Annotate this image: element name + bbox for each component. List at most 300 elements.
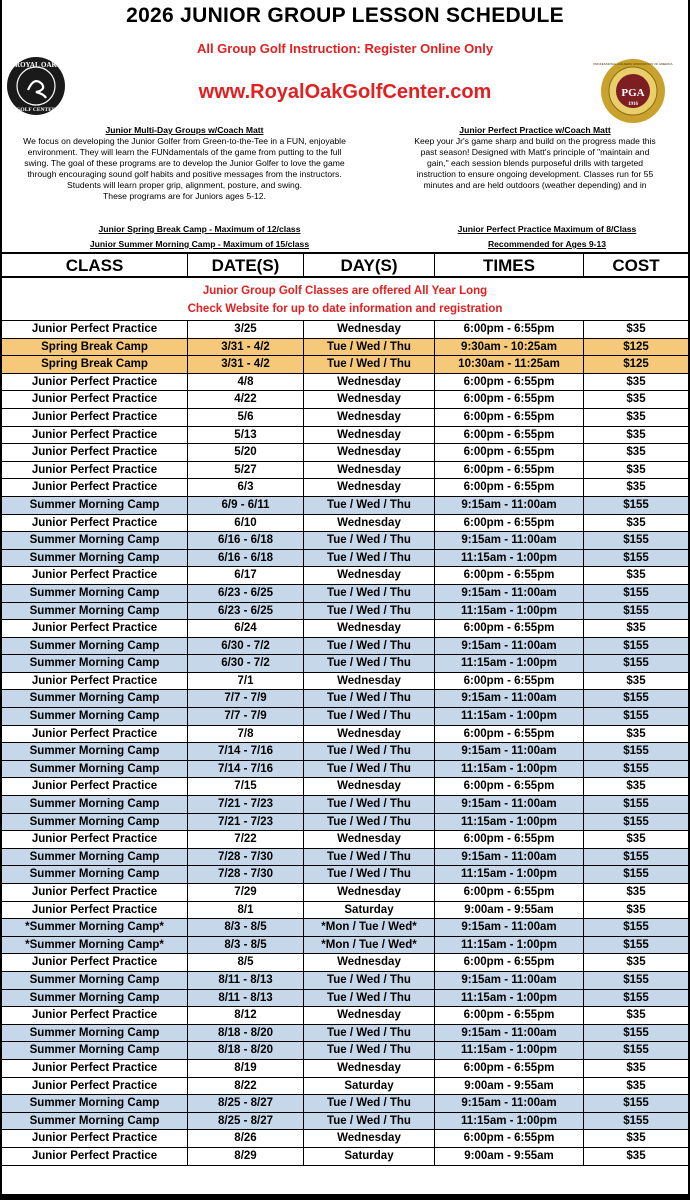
- cell-days: Tue / Wed / Thu: [304, 866, 435, 883]
- table-row: [2, 866, 688, 884]
- cell-days: Tue / Wed / Thu: [304, 1095, 435, 1112]
- cell-times: 11:15am - 1:00pm: [435, 990, 584, 1007]
- cell-times: 6:00pm - 6:55pm: [435, 479, 584, 496]
- cell-cost: $35: [626, 516, 646, 529]
- info-line: swing. The goal of these programs are to develop the Junior Golfer to love the game: [24, 158, 345, 168]
- cell-class: Junior Perfect Practice: [2, 567, 188, 584]
- cell-days: Wednesday: [304, 479, 435, 496]
- cell-cost: $155: [623, 1026, 649, 1039]
- cell-cost: $35: [626, 674, 646, 687]
- cell-days: Wednesday: [304, 726, 435, 743]
- cell-dates: 7/22: [188, 831, 304, 848]
- cell-times: 6:00pm - 6:55pm: [435, 567, 584, 584]
- cell-times: 6:00pm - 6:55pm: [435, 391, 584, 408]
- table-row: [2, 427, 688, 445]
- cell-class: Summer Morning Camp: [2, 743, 188, 760]
- cell-dates: 7/1: [188, 673, 304, 690]
- cell-dates: 7/7 - 7/9: [188, 708, 304, 725]
- cell-class: Junior Perfect Practice: [2, 673, 188, 690]
- table-row: [2, 638, 688, 656]
- cell-dates: 8/29: [188, 1148, 304, 1165]
- cell-days: Saturday: [304, 902, 435, 919]
- cell-class: Summer Morning Camp: [2, 1025, 188, 1042]
- cell-times: 11:15am - 1:00pm: [435, 761, 584, 778]
- cell-cost: $35: [626, 1009, 646, 1022]
- cell-cost: $125: [623, 340, 649, 353]
- table-row: [2, 1113, 688, 1131]
- table-row: [2, 497, 688, 515]
- info-line: Keep your Jr's game sharp and build on the progress made this: [414, 136, 656, 146]
- cell-days: Tue / Wed / Thu: [304, 690, 435, 707]
- table-row: [2, 954, 688, 972]
- cell-cost: $155: [623, 551, 649, 564]
- cell-days: Wednesday: [304, 1060, 435, 1077]
- cell-class: Summer Morning Camp: [2, 638, 188, 655]
- table-row: [2, 479, 688, 497]
- cell-dates: 6/23 - 6/25: [188, 603, 304, 620]
- cell-class: Spring Break Camp: [2, 339, 188, 356]
- info-line: instruction to ensure ongoing development. Classes run for 55: [416, 169, 654, 179]
- cell-class: Summer Morning Camp: [2, 603, 188, 620]
- cell-days: Wednesday: [304, 444, 435, 461]
- cell-days: Wednesday: [304, 462, 435, 479]
- cell-dates: 3/31 - 4/2: [188, 339, 304, 356]
- cell-times: 11:15am - 1:00pm: [435, 1042, 584, 1059]
- cell-times: 9:15am - 11:00am: [435, 743, 584, 760]
- table-row: [2, 902, 688, 920]
- cell-class: Junior Perfect Practice: [2, 1007, 188, 1024]
- logo-left-text-top: ROYAL OAK: [15, 61, 57, 69]
- cell-days: Saturday: [304, 1148, 435, 1165]
- cell-days: Tue / Wed / Thu: [304, 743, 435, 760]
- cell-cost: $35: [626, 463, 646, 476]
- cell-class: Summer Morning Camp: [2, 990, 188, 1007]
- table-row: [2, 515, 688, 533]
- table-row: [2, 321, 688, 339]
- cell-days: Wednesday: [304, 954, 435, 971]
- cell-class: Summer Morning Camp: [2, 761, 188, 778]
- cell-class: Summer Morning Camp: [2, 690, 188, 707]
- cell-days: Tue / Wed / Thu: [304, 655, 435, 672]
- cell-cost: $35: [626, 569, 646, 582]
- cell-dates: 8/18 - 8/20: [188, 1042, 304, 1059]
- cell-dates: 8/12: [188, 1007, 304, 1024]
- cell-times: 6:00pm - 6:55pm: [435, 374, 584, 391]
- cell-class: Summer Morning Camp: [2, 814, 188, 831]
- cell-class: Summer Morning Camp: [2, 708, 188, 725]
- perfect-practice-heading: Junior Perfect Practice w/Coach Matt: [459, 125, 611, 135]
- cell-times: 9:15am - 11:00am: [435, 972, 584, 989]
- cell-dates: 3/25: [188, 321, 304, 338]
- table-row: [2, 919, 688, 937]
- cell-days: Tue / Wed / Thu: [304, 356, 435, 373]
- table-row: [2, 462, 688, 480]
- cell-cost: $125: [623, 358, 649, 371]
- multi-day-groups-info: [12, 125, 357, 202]
- cell-class: Junior Perfect Practice: [2, 831, 188, 848]
- cell-cost: $35: [626, 780, 646, 793]
- perfect-practice-ages: Recommended for Ages 9-13: [487, 239, 607, 249]
- cell-days: Tue / Wed / Thu: [304, 1113, 435, 1130]
- pga-logo: [593, 58, 673, 124]
- table-row: [2, 884, 688, 902]
- cell-times: 11:15am - 1:00pm: [435, 866, 584, 883]
- pga-logo-ring-text: PROFESSIONAL GOLFERS' ASSOCIATION OF AMERICA: [593, 62, 673, 66]
- cell-times: 11:15am - 1:00pm: [435, 550, 584, 567]
- table-row: [2, 1060, 688, 1078]
- cell-dates: 5/20: [188, 444, 304, 461]
- cell-cost: $155: [623, 815, 649, 828]
- cell-dates: 8/25 - 8/27: [188, 1095, 304, 1112]
- cell-dates: 6/16 - 6/18: [188, 532, 304, 549]
- cell-days: Tue / Wed / Thu: [304, 532, 435, 549]
- summer-camp-max: Junior Summer Morning Camp - Maximum of 15/class: [89, 239, 310, 249]
- table-row: [2, 339, 688, 357]
- table-row: [2, 532, 688, 550]
- cell-dates: 8/11 - 8/13: [188, 972, 304, 989]
- table-row: [2, 1042, 688, 1060]
- cell-cost: $35: [626, 833, 646, 846]
- cell-class: Junior Perfect Practice: [2, 1130, 188, 1147]
- cell-times: 9:15am - 11:00am: [435, 585, 584, 602]
- cell-times: 6:00pm - 6:55pm: [435, 831, 584, 848]
- pga-logo-letters: PGA: [621, 87, 645, 99]
- cell-class: Junior Perfect Practice: [2, 954, 188, 971]
- cell-times: 9:30am - 10:25am: [435, 339, 584, 356]
- cell-dates: 5/13: [188, 427, 304, 444]
- cell-class: Junior Perfect Practice: [2, 778, 188, 795]
- cell-class: Spring Break Camp: [2, 356, 188, 373]
- table-row: [2, 761, 688, 779]
- info-line: past season! Designed with Matt's principle of "maintain and: [420, 147, 650, 157]
- cell-dates: 7/28 - 7/30: [188, 849, 304, 866]
- cell-cost: $155: [623, 991, 649, 1004]
- cell-cost: $155: [623, 710, 649, 723]
- cell-dates: 8/3 - 8/5: [188, 937, 304, 954]
- cell-class: Summer Morning Camp: [2, 655, 188, 672]
- cell-class: Junior Perfect Practice: [2, 444, 188, 461]
- cell-times: 6:00pm - 6:55pm: [435, 620, 584, 637]
- info-line: environment. They will learn the FUNdamentals of the game from putting to the full: [27, 147, 342, 157]
- cell-cost: $155: [623, 973, 649, 986]
- cell-dates: 6/16 - 6/18: [188, 550, 304, 567]
- table-row: [2, 972, 688, 990]
- table-row: [2, 673, 688, 691]
- cell-cost: $35: [626, 886, 646, 898]
- cell-dates: 6/17: [188, 567, 304, 584]
- cell-times: 9:15am - 11:00am: [435, 638, 584, 655]
- table-row: [2, 990, 688, 1008]
- cell-dates: 8/18 - 8/20: [188, 1025, 304, 1042]
- cell-cost: $155: [623, 657, 649, 670]
- cell-dates: 8/1: [188, 902, 304, 919]
- cell-dates: 4/22: [188, 391, 304, 408]
- cell-times: 9:15am - 11:00am: [435, 690, 584, 707]
- info-line: Students will learn proper grip, alignment, posture, and swing.: [66, 180, 303, 190]
- cell-class: Summer Morning Camp: [2, 585, 188, 602]
- table-row: [2, 374, 688, 392]
- cell-days: Tue / Wed / Thu: [304, 708, 435, 725]
- table-row: [2, 1095, 688, 1113]
- table-row: [2, 655, 688, 673]
- cell-days: Tue / Wed / Thu: [304, 550, 435, 567]
- cell-dates: 6/30 - 7/2: [188, 655, 304, 672]
- cell-class: Junior Perfect Practice: [2, 726, 188, 743]
- cell-days: Tue / Wed / Thu: [304, 796, 435, 813]
- table-row: [2, 796, 688, 814]
- cell-times: 9:15am - 11:00am: [435, 919, 584, 936]
- column-header-dates: DATE(S): [188, 254, 304, 276]
- cell-times: 6:00pm - 6:55pm: [435, 409, 584, 426]
- cell-dates: 8/5: [188, 954, 304, 971]
- cell-dates: 7/29: [188, 884, 304, 901]
- cell-times: 6:00pm - 6:55pm: [435, 444, 584, 461]
- table-row: [2, 1130, 688, 1148]
- page-title: 2026 JUNIOR GROUP LESSON SCHEDULE: [126, 4, 564, 27]
- cell-cost: $155: [623, 692, 649, 705]
- cell-days: Wednesday: [304, 884, 435, 901]
- cell-times: 11:15am - 1:00pm: [435, 708, 584, 725]
- cell-dates: 8/3 - 8/5: [188, 919, 304, 936]
- table-header: [2, 252, 688, 278]
- table-row: [2, 603, 688, 621]
- cell-times: 6:00pm - 6:55pm: [435, 726, 584, 743]
- cell-days: Tue / Wed / Thu: [304, 585, 435, 602]
- cell-times: 6:00pm - 6:55pm: [435, 673, 584, 690]
- cell-times: 9:00am - 9:55am: [435, 1148, 584, 1165]
- cell-times: 6:00pm - 6:55pm: [435, 1130, 584, 1147]
- cell-days: Tue / Wed / Thu: [304, 761, 435, 778]
- cell-days: Tue / Wed / Thu: [304, 638, 435, 655]
- cell-days: Wednesday: [304, 374, 435, 391]
- cell-class: Junior Perfect Practice: [2, 1078, 188, 1095]
- cell-cost: $35: [626, 428, 646, 441]
- cell-cost: $35: [626, 903, 646, 916]
- cell-dates: 7/15: [188, 778, 304, 795]
- cell-times: 11:15am - 1:00pm: [435, 603, 584, 620]
- cell-class: Summer Morning Camp: [2, 972, 188, 989]
- table-row: [2, 1025, 688, 1043]
- cell-times: 9:15am - 11:00am: [435, 1095, 584, 1112]
- table-row: [2, 409, 688, 427]
- cell-dates: 7/14 - 7/16: [188, 761, 304, 778]
- cell-days: Wednesday: [304, 321, 435, 338]
- table-row: [2, 743, 688, 761]
- cell-cost: $155: [623, 1114, 649, 1127]
- table-row: [2, 690, 688, 708]
- table-row: [2, 849, 688, 867]
- cell-days: Wednesday: [304, 409, 435, 426]
- cell-cost: $35: [626, 410, 646, 423]
- cell-times: 6:00pm - 6:55pm: [435, 954, 584, 971]
- cell-cost: $155: [623, 1097, 649, 1110]
- cell-dates: 6/30 - 7/2: [188, 638, 304, 655]
- cell-class: Summer Morning Camp: [2, 1095, 188, 1112]
- cell-cost: $35: [626, 1079, 646, 1092]
- page-subtitle: All Group Golf Instruction: Register Online Only: [196, 41, 494, 56]
- cell-times: 6:00pm - 6:55pm: [435, 884, 584, 901]
- cell-class: Junior Perfect Practice: [2, 515, 188, 532]
- table-row: [2, 444, 688, 462]
- cell-dates: 3/31 - 4/2: [188, 356, 304, 373]
- cell-times: 11:15am - 1:00pm: [435, 814, 584, 831]
- cell-times: 11:15am - 1:00pm: [435, 655, 584, 672]
- cell-days: Tue / Wed / Thu: [304, 972, 435, 989]
- cell-cost: $35: [626, 393, 646, 406]
- spring-break-max: Junior Spring Break Camp - Maximum of 12/class: [98, 224, 301, 234]
- cell-days: Tue / Wed / Thu: [304, 1025, 435, 1042]
- table-row: [2, 391, 688, 409]
- cell-times: 9:00am - 9:55am: [435, 1078, 584, 1095]
- cell-days: Wednesday: [304, 391, 435, 408]
- table-row: [2, 778, 688, 796]
- cell-days: Wednesday: [304, 515, 435, 532]
- cell-dates: 6/3: [188, 479, 304, 496]
- cell-class: Summer Morning Camp: [2, 532, 188, 549]
- cell-days: Tue / Wed / Thu: [304, 339, 435, 356]
- cell-cost: $35: [626, 481, 646, 494]
- cell-days: Tue / Wed / Thu: [304, 1042, 435, 1059]
- cell-dates: 6/23 - 6/25: [188, 585, 304, 602]
- cell-days: Saturday: [304, 1078, 435, 1095]
- cell-times: 6:00pm - 6:55pm: [435, 427, 584, 444]
- table-notice: [2, 278, 688, 321]
- table-row: [2, 550, 688, 568]
- cell-times: 6:00pm - 6:55pm: [435, 1060, 584, 1077]
- info-line: minutes and are held outdoors (weather depending) and in: [423, 180, 647, 190]
- notice-line: Check Website for up to date information and registration: [187, 303, 503, 315]
- cell-days: Wednesday: [304, 778, 435, 795]
- info-line: gain," each session blends purposeful drills with targeted: [426, 158, 644, 168]
- cell-dates: 6/10: [188, 515, 304, 532]
- table-row: [2, 814, 688, 832]
- cell-class: Junior Perfect Practice: [2, 321, 188, 338]
- cell-days: Wednesday: [304, 831, 435, 848]
- cell-times: 9:15am - 11:00am: [435, 796, 584, 813]
- perfect-practice-max: Junior Perfect Practice Maximum of 8/Class: [457, 224, 637, 234]
- cell-cost: $35: [626, 446, 646, 459]
- cell-cost: $35: [626, 727, 646, 740]
- cell-class: Summer Morning Camp: [2, 1113, 188, 1130]
- cell-cost: $155: [623, 762, 649, 775]
- info-line: through encouraging sound golf habits and positive messages from the instructors.: [27, 169, 342, 179]
- cell-dates: 7/14 - 7/16: [188, 743, 304, 760]
- cell-cost: $155: [623, 498, 649, 511]
- cell-days: Wednesday: [304, 1007, 435, 1024]
- cell-times: 10:30am - 11:25am: [435, 356, 584, 373]
- column-header-cost: COST: [612, 256, 660, 275]
- cell-dates: 8/11 - 8/13: [188, 990, 304, 1007]
- cell-days: *Mon / Tue / Wed*: [304, 919, 435, 936]
- cell-dates: 5/6: [188, 409, 304, 426]
- cell-class: Junior Perfect Practice: [2, 409, 188, 426]
- table-row: [2, 356, 688, 374]
- cell-days: Tue / Wed / Thu: [304, 603, 435, 620]
- cell-dates: 7/21 - 7/23: [188, 796, 304, 813]
- cell-dates: 7/28 - 7/30: [188, 866, 304, 883]
- cell-class: Junior Perfect Practice: [2, 391, 188, 408]
- cell-times: 9:15am - 11:00am: [435, 497, 584, 514]
- cell-times: 9:00am - 9:55am: [435, 902, 584, 919]
- cell-class: Junior Perfect Practice: [2, 902, 188, 919]
- table-row: [2, 1007, 688, 1025]
- cell-days: Tue / Wed / Thu: [304, 849, 435, 866]
- perfect-practice-info: [402, 125, 668, 191]
- cell-cost: $155: [623, 938, 649, 951]
- cell-cost: $35: [626, 375, 646, 388]
- cell-cost: $155: [623, 798, 649, 811]
- cell-class: Junior Perfect Practice: [2, 462, 188, 479]
- cell-cost: $35: [626, 1132, 646, 1145]
- cell-cost: $155: [623, 745, 649, 758]
- website-url[interactable]: www.RoyalOakGolfCenter.com: [198, 81, 492, 103]
- cell-cost: $155: [623, 921, 649, 934]
- cell-class: Junior Perfect Practice: [2, 479, 188, 496]
- cell-days: Wednesday: [304, 427, 435, 444]
- logo-left-text-bottom: GOLF CENTER: [16, 107, 56, 113]
- cell-class: *Summer Morning Camp*: [2, 919, 188, 936]
- cell-cost: $155: [623, 604, 649, 617]
- cell-class: Summer Morning Camp: [2, 550, 188, 567]
- notice-line: Junior Group Golf Classes are offered All Year Long: [202, 285, 488, 297]
- cell-dates: 6/9 - 6/11: [188, 497, 304, 514]
- cell-days: *Mon / Tue / Wed*: [304, 937, 435, 954]
- table-row: [2, 708, 688, 726]
- cell-times: 11:15am - 1:00pm: [435, 1113, 584, 1130]
- cell-times: 9:15am - 11:00am: [435, 532, 584, 549]
- info-line: We focus on developing the Junior Golfer from Green-to-the-Tee in a FUN, enjoyable: [23, 136, 346, 146]
- table-row: [2, 937, 688, 955]
- multi-day-heading: Junior Multi-Day Groups w/Coach Matt: [105, 125, 264, 135]
- cell-cost: $155: [623, 868, 649, 881]
- cell-class: Junior Perfect Practice: [2, 427, 188, 444]
- table-row: [2, 726, 688, 744]
- table-row: [2, 567, 688, 585]
- cell-days: Wednesday: [304, 673, 435, 690]
- cell-dates: 4/8: [188, 374, 304, 391]
- cell-cost: $155: [623, 850, 649, 863]
- cell-cost: $35: [626, 323, 646, 335]
- cell-times: 9:15am - 11:00am: [435, 1025, 584, 1042]
- column-header-times: TIMES: [435, 254, 584, 276]
- table-row: [2, 831, 688, 849]
- cell-cost: $35: [626, 1061, 646, 1074]
- cell-class: Summer Morning Camp: [2, 497, 188, 514]
- cell-times: 6:00pm - 6:55pm: [435, 321, 584, 338]
- cell-class: Summer Morning Camp: [2, 796, 188, 813]
- cell-dates: 8/26: [188, 1130, 304, 1147]
- table-row: [2, 620, 688, 638]
- cell-times: 6:00pm - 6:55pm: [435, 778, 584, 795]
- cell-times: 6:00pm - 6:55pm: [435, 1007, 584, 1024]
- cell-class: Junior Perfect Practice: [2, 374, 188, 391]
- cell-days: Tue / Wed / Thu: [304, 990, 435, 1007]
- cell-cost: $35: [626, 1149, 646, 1162]
- cell-dates: 7/8: [188, 726, 304, 743]
- cell-cost: $35: [626, 622, 646, 635]
- cell-cost: $155: [623, 1044, 649, 1057]
- table-row: [2, 1148, 688, 1166]
- cell-cost: $155: [623, 586, 649, 599]
- cell-days: Wednesday: [304, 620, 435, 637]
- cell-class: Junior Perfect Practice: [2, 1060, 188, 1077]
- cell-days: Tue / Wed / Thu: [304, 497, 435, 514]
- cell-class: *Summer Morning Camp*: [2, 937, 188, 954]
- cell-class: Junior Perfect Practice: [2, 620, 188, 637]
- cell-cost: $155: [623, 534, 649, 547]
- cell-class: Junior Perfect Practice: [2, 884, 188, 901]
- info-line: These programs are for Juniors ages 5-12.: [103, 191, 266, 201]
